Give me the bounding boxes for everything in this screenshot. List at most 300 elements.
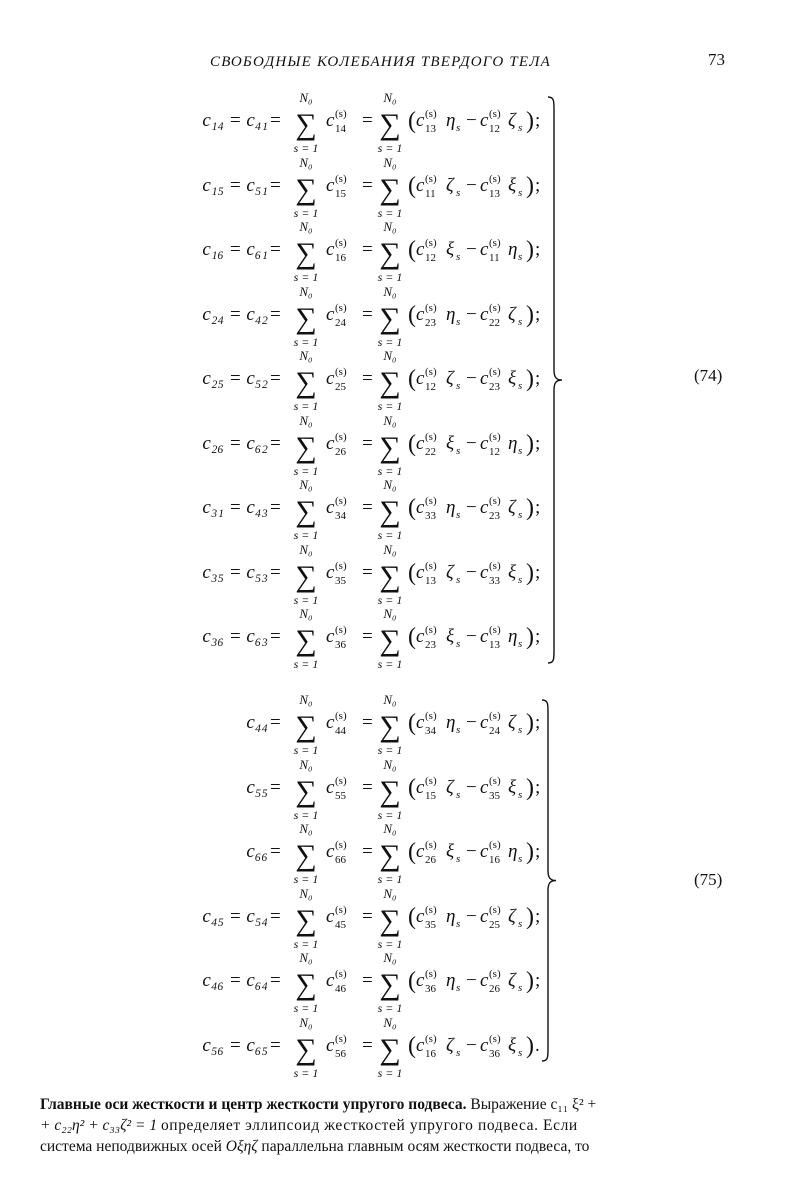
eq74-minus: −	[466, 626, 477, 647]
eq75-sum-1-sum-lower-limit: s = 1	[293, 872, 319, 886]
right-brace-75	[540, 698, 560, 1063]
eq74-term-b-sup: (s)	[489, 495, 501, 507]
eq75-sum-2-sum-upper-limit: N₀	[383, 821, 397, 836]
eq74-term-a-sup: (s)	[425, 430, 437, 443]
eq74-eq-sign-1: =	[270, 174, 281, 196]
eq75-eq-sign-1: =	[270, 841, 281, 862]
eq75-term-b-c: c	[480, 970, 489, 991]
eq75-term-a-sup: (s)	[425, 710, 437, 722]
eq74-sum-1-sum-upper-limit: N₀	[299, 541, 313, 557]
eq74-sum-2-sigma: ∑	[379, 237, 401, 270]
eq74-term-sub: 34	[335, 510, 346, 522]
eq74-eq-sign-2: =	[362, 497, 373, 518]
paragraph-line-3	[40, 1136, 726, 1157]
eq74-term-b-sup: (s)	[489, 559, 501, 572]
paragraph-line-1-rest: Выражение c₁₁ ξ² +	[470, 1096, 597, 1113]
eq74-eq-sign-1: =	[270, 497, 281, 518]
eq74-sum-2-sum-upper-limit: N₀	[383, 348, 397, 363]
eq74-term-sub: 25	[335, 381, 346, 393]
eq75-sum-1-sigma: ∑	[295, 710, 317, 743]
eq75-sum-1-sum-upper-limit: N₀	[299, 756, 313, 772]
eq75-var-a-sub: s	[456, 788, 461, 801]
eq74-eq-sign-1: =	[270, 368, 281, 389]
eq74-term-b-sup: (s)	[489, 366, 501, 378]
eq74-eq-sign-1: =	[270, 432, 281, 454]
eq75-term-sub: 45	[335, 918, 346, 931]
eq74-eq-sign-1: =	[270, 561, 281, 583]
eq75-lhs: c₄₄	[246, 712, 268, 733]
eq74-punct: ;	[535, 626, 541, 647]
eq74-row-formula	[0, 350, 797, 414]
eq75-minus: −	[466, 1034, 477, 1056]
eq75-eq-sign-1: =	[270, 1034, 281, 1056]
eq74-sum-2-sigma: ∑	[379, 301, 401, 335]
paragraph-line-2-text: определяет эллипсоид жесткостей упругого подвеса. Если	[160, 1117, 578, 1134]
eq74-term-b-c: c	[480, 239, 489, 260]
eq75-term-sup: (s)	[335, 903, 347, 916]
eq75-term-a-sub: 16	[425, 1047, 436, 1060]
eq74-sum-1-sum-upper-limit: N₀	[299, 219, 313, 234]
eq75-var-a-sub: s	[456, 724, 461, 736]
eq74-sum-1-sum-lower-limit: s = 1	[293, 141, 319, 155]
eq74-term-a-sub: 12	[425, 252, 436, 264]
eq74-sum-2-sum-lower-limit: s = 1	[377, 205, 403, 220]
eq74-term-sup: (s)	[335, 559, 347, 572]
eq75-sum-2-sigma: ∑	[379, 1032, 401, 1066]
eq74-term-b-sup: (s)	[489, 108, 501, 120]
eq74-sum-1-sigma: ∑	[295, 430, 317, 464]
eq75-sum-1-sigma: ∑	[295, 1032, 317, 1066]
eq75-term-sup: (s)	[335, 968, 347, 980]
eq75-sum-1-sum-lower-limit: s = 1	[293, 936, 319, 951]
eq74-lparen: (	[408, 172, 416, 199]
eq74-row	[0, 92, 797, 156]
eq74-row	[0, 412, 797, 479]
eq74-term-c: c	[326, 497, 335, 518]
eq74-punct: ;	[535, 110, 541, 131]
eq74-term-b-sub: 11	[489, 252, 500, 264]
eq74-row	[0, 221, 797, 285]
eq74-sum-2-sigma: ∑	[379, 172, 401, 206]
eq75-sum-1-sigma: ∑	[295, 774, 317, 808]
eq75-var-b: ζ	[508, 970, 516, 991]
eq75-term-sub: 46	[335, 983, 346, 995]
eq75-sum-1-sum-lower-limit: s = 1	[293, 1001, 319, 1015]
eq75-row-formula	[0, 885, 797, 952]
eq75-term-b-sup: (s)	[489, 1032, 501, 1045]
eq75-term-a-sup: (s)	[425, 1032, 437, 1045]
eq75-sum-2-sum-lower-limit: s = 1	[377, 1001, 403, 1015]
eq75-eq-sign-2: =	[362, 712, 373, 733]
eq74-var-a-sub: s	[456, 444, 461, 457]
eq74-term-a-sub: 33	[425, 510, 436, 522]
eq74-var-a: ζ	[446, 174, 454, 196]
paragraph-line-3-b: параллельна главным осям жесткости подвеса, то	[261, 1138, 590, 1155]
eq74-lhs: c₃₆ = c₆₃	[202, 626, 268, 647]
eq74-var-a: ξ	[446, 432, 455, 454]
eq74-term-sup: (s)	[335, 430, 347, 443]
eq74-lparen: (	[408, 366, 416, 392]
eq74-var-b: η	[508, 626, 518, 647]
eq74-sum-2-sum-upper-limit: N₀	[383, 477, 397, 492]
eq75-var-b: ξ	[508, 776, 517, 798]
eq74-sum-2-sum-lower-limit: s = 1	[377, 592, 403, 607]
eq75-row	[0, 823, 797, 887]
eq75-term-c: c	[326, 776, 335, 798]
eq74-term-b-sub: 33	[489, 574, 500, 587]
eq74-sum-2-sigma: ∑	[379, 430, 401, 464]
eq74-sum-1-sigma: ∑	[295, 172, 317, 206]
eq75-rparen: )	[526, 774, 534, 801]
eq75-term-a-c: c	[416, 841, 425, 862]
eq74-var-b-sub: s	[518, 380, 523, 392]
eq74-term-b-sup: (s)	[489, 172, 501, 185]
eq75-var-a: η	[446, 905, 456, 927]
eq74-lparen: (	[408, 559, 416, 586]
eq75-eq-sign-1: =	[270, 970, 281, 991]
eq75-eq-sign-1: =	[270, 776, 281, 798]
eq75-sum-1-sum-lower-limit: s = 1	[293, 1065, 319, 1080]
eq74-eq-sign-2: =	[362, 368, 373, 389]
eq74-term-sup: (s)	[335, 172, 347, 185]
eq74-term-a-sub: 23	[425, 316, 436, 329]
eq75-rparen: )	[526, 968, 534, 994]
eq74-var-b-sub: s	[518, 186, 523, 199]
eq74-term-sup: (s)	[335, 237, 347, 249]
eq74-minus: −	[466, 174, 477, 196]
eq75-term-a-c: c	[416, 776, 425, 798]
eq74-term-c: c	[326, 239, 335, 260]
eq74-rparen: )	[526, 495, 534, 521]
eq75-sum-2-sum-lower-limit: s = 1	[377, 807, 403, 822]
eq74-term-b-c: c	[480, 626, 489, 647]
eq75-lparen: (	[408, 839, 416, 865]
eq75-var-a: ζ	[446, 776, 454, 798]
eq74-term-sub: 14	[335, 123, 346, 135]
eq74-term-b-c: c	[480, 432, 489, 454]
equation-number-74: (74)	[694, 366, 723, 385]
eq74-rparen: )	[526, 559, 534, 586]
eq74-lparen: (	[408, 624, 416, 650]
eq75-term-b-c: c	[480, 712, 489, 733]
eq74-punct: ;	[535, 432, 541, 454]
eq75-row	[0, 756, 797, 823]
eq74-minus: −	[466, 497, 477, 518]
eq74-eq-sign-2: =	[362, 561, 373, 583]
eq74-row	[0, 283, 797, 350]
eq75-term-b-sup: (s)	[489, 968, 501, 980]
eq75-rparen: )	[526, 903, 534, 930]
eq74-lhs: c₂₆ = c₆₂	[202, 432, 268, 454]
eq74-punct: ;	[535, 174, 541, 196]
brace75-path	[542, 700, 556, 1061]
eq74-term-a-sup: (s)	[425, 301, 437, 314]
eq74-lhs: c₁₆ = c₆₁	[202, 239, 268, 260]
running-title: СВОБОДНЫЕ КОЛЕБАНИЯ ТВЕРДОГО ТЕЛА	[210, 54, 551, 70]
eq74-var-b-sub: s	[518, 638, 523, 650]
eq74-term-a-c: c	[416, 303, 425, 325]
eq74-sum-1-sigma: ∑	[295, 495, 317, 528]
eq74-lhs: c₂₄ = c₄₂	[202, 303, 268, 325]
eq74-term-a-sup: (s)	[425, 559, 437, 572]
eq75-var-a: ζ	[446, 1034, 454, 1056]
eq74-var-b: η	[508, 239, 518, 260]
eq74-term-b-sub: 13	[489, 639, 500, 651]
brace74-path	[548, 97, 562, 663]
eq75-term-b-sub: 36	[489, 1047, 500, 1060]
eq75-var-a-sub: s	[456, 853, 461, 865]
paragraph-heading: Главные оси жесткости и центр жесткости упругого подвеса.	[40, 1096, 467, 1113]
eq74-sum-2-sigma: ∑	[379, 366, 401, 399]
eq75-sum-1-sigma: ∑	[295, 968, 317, 1001]
eq75-term-a-c: c	[416, 970, 425, 991]
eq74-sum-2-sigma: ∑	[379, 495, 401, 528]
eq74-sum-2-sum-lower-limit: s = 1	[377, 141, 403, 155]
eq74-term-a-sub: 13	[425, 123, 436, 135]
eq74-var-b: ξ	[508, 368, 517, 389]
eq74-minus: −	[466, 239, 477, 260]
eq74-var-a-sub: s	[456, 638, 461, 650]
eq75-var-a: ξ	[446, 841, 455, 862]
eq75-var-b-sub: s	[518, 982, 523, 994]
eq75-term-sub: 55	[335, 789, 346, 802]
eq74-minus: −	[466, 432, 477, 454]
eq74-term-b-c: c	[480, 110, 489, 131]
eq74-var-a: ξ	[446, 626, 455, 647]
eq74-var-a: η	[446, 303, 456, 325]
eq74-sum-1-sigma: ∑	[295, 624, 317, 657]
eq74-term-b-sub: 22	[489, 316, 500, 329]
eq75-sum-2-sigma: ∑	[379, 968, 401, 1001]
eq75-term-sub: 56	[335, 1047, 346, 1060]
eq74-row-formula	[0, 154, 797, 221]
eq74-term-a-sup: (s)	[425, 624, 437, 636]
eq75-row-formula	[0, 823, 797, 887]
eq74-eq-sign-2: =	[362, 110, 373, 131]
eq74-sum-2-sum-upper-limit: N₀	[383, 283, 397, 299]
eq75-var-b: ζ	[508, 905, 516, 927]
eq74-punct: ;	[535, 497, 541, 518]
eq75-minus: −	[466, 970, 477, 991]
eq74-lhs: c₁₅ = c₅₁	[202, 174, 268, 196]
eq74-var-b: η	[508, 432, 518, 454]
eq75-sum-2-sigma: ∑	[379, 710, 401, 743]
eq74-term-b-sup: (s)	[489, 237, 501, 249]
eq74-sum-1-sum-upper-limit: N₀	[299, 477, 313, 492]
eq75-lparen: (	[408, 774, 416, 801]
eq74-punct: ;	[535, 368, 541, 389]
eq74-sum-2-sum-lower-limit: s = 1	[377, 270, 403, 284]
eq74-sum-2-sum-upper-limit: N₀	[383, 412, 397, 428]
eq75-punct: ;	[535, 712, 541, 733]
eq74-eq-sign-2: =	[362, 626, 373, 647]
eq74-eq-sign-2: =	[362, 432, 373, 454]
eq75-var-a-sub: s	[456, 982, 461, 994]
eq74-lparen: (	[408, 108, 416, 134]
eq75-var-b: ξ	[508, 1034, 517, 1056]
eq75-term-a-sub: 36	[425, 983, 436, 995]
eq75-lparen: (	[408, 1032, 416, 1059]
eq74-term-sub: 15	[335, 187, 346, 200]
eq75-eq-sign-1: =	[270, 905, 281, 927]
eq75-term-a-c: c	[416, 1034, 425, 1056]
eq75-term-a-sup: (s)	[425, 839, 437, 851]
eq74-term-c: c	[326, 368, 335, 389]
eq75-lparen: (	[408, 968, 416, 994]
eq75-sum-1-sigma: ∑	[295, 903, 317, 937]
eq74-row	[0, 154, 797, 221]
eq74-term-b-sub: 23	[489, 381, 500, 393]
eq75-punct: .	[535, 1034, 540, 1056]
eq74-lhs: c₃₅ = c₅₃	[202, 561, 268, 583]
eq74-term-a-sub: 12	[425, 381, 436, 393]
eq75-term-a-sub: 35	[425, 918, 436, 931]
eq74-lparen: (	[408, 237, 416, 263]
eq74-sum-2-sum-lower-limit: s = 1	[377, 657, 403, 671]
eq74-term-a-sub: 22	[425, 445, 436, 458]
eq75-term-c: c	[326, 905, 335, 927]
eq74-sum-1-sum-lower-limit: s = 1	[293, 205, 319, 220]
eq75-sum-1-sum-lower-limit: s = 1	[293, 743, 319, 757]
eq74-sum-1-sum-lower-limit: s = 1	[293, 657, 319, 671]
eq74-sum-2-sum-lower-limit: s = 1	[377, 334, 403, 349]
eq75-term-a-sub: 34	[425, 725, 436, 737]
eq75-term-a-sup: (s)	[425, 968, 437, 980]
eq74-sum-2-sum-lower-limit: s = 1	[377, 463, 403, 478]
eq75-term-b-sub: 24	[489, 725, 500, 737]
eq74-var-b-sub: s	[518, 509, 523, 521]
eq75-sum-2-sum-lower-limit: s = 1	[377, 1065, 403, 1080]
eq74-sum-1-sum-lower-limit: s = 1	[293, 463, 319, 478]
eq74-term-c: c	[326, 561, 335, 583]
eq74-term-a-c: c	[416, 239, 425, 260]
eq75-term-c: c	[326, 841, 335, 862]
eq74-lparen: (	[408, 301, 416, 328]
eq74-term-a-sup: (s)	[425, 495, 437, 507]
eq75-row	[0, 1014, 797, 1081]
eq75-punct: ;	[535, 970, 541, 991]
eq74-var-a: ξ	[446, 239, 455, 260]
eq74-var-a-sub: s	[456, 186, 461, 199]
eq75-term-sub: 66	[335, 854, 346, 866]
eq75-sum-1-sum-upper-limit: N₀	[299, 692, 313, 707]
eq74-rparen: )	[526, 237, 534, 263]
eq74-term-a-sup: (s)	[425, 172, 437, 185]
eq74-var-a: ζ	[446, 561, 454, 583]
equation-number-75: (75)	[694, 870, 723, 889]
eq75-eq-sign-2: =	[362, 905, 373, 927]
eq74-lparen: (	[408, 495, 416, 521]
eq75-var-b-sub: s	[518, 917, 523, 930]
eq74-term-sup: (s)	[335, 301, 347, 314]
eq75-punct: ;	[535, 905, 541, 927]
eq74-sum-2-sum-lower-limit: s = 1	[377, 399, 403, 413]
eq74-term-b-sup: (s)	[489, 301, 501, 314]
eq75-term-b-sub: 35	[489, 789, 500, 802]
eq75-rparen: )	[526, 710, 534, 736]
eq74-sum-1-sum-upper-limit: N₀	[299, 606, 313, 621]
eq74-eq-sign-2: =	[362, 239, 373, 260]
eq75-var-a-sub: s	[456, 917, 461, 930]
eq75-sum-2-sum-upper-limit: N₀	[383, 885, 397, 901]
eq74-term-b-c: c	[480, 174, 489, 196]
eq74-sum-1-sigma: ∑	[295, 237, 317, 270]
eq74-sum-2-sum-upper-limit: N₀	[383, 219, 397, 234]
eq74-term-c: c	[326, 432, 335, 454]
eq75-row-formula	[0, 1014, 797, 1081]
eq74-punct: ;	[535, 561, 541, 583]
eq75-var-a: η	[446, 712, 456, 733]
eq74-sum-2-sum-upper-limit: N₀	[383, 154, 397, 170]
eq75-sum-2-sum-upper-limit: N₀	[383, 692, 397, 707]
eq74-eq-sign-1: =	[270, 110, 281, 131]
eq74-sum-1-sum-lower-limit: s = 1	[293, 270, 319, 284]
eq74-sum-2-sigma: ∑	[379, 108, 401, 141]
paragraph-line-2	[40, 1115, 726, 1136]
eq74-var-b-sub: s	[518, 573, 523, 586]
eq74-var-a-sub: s	[456, 573, 461, 586]
eq74-term-a-c: c	[416, 561, 425, 583]
eq74-var-a-sub: s	[456, 251, 461, 263]
eq74-term-a-sup: (s)	[425, 366, 437, 378]
eq74-term-sub: 24	[335, 316, 346, 329]
eq75-minus: −	[466, 905, 477, 927]
paragraph-line-1	[40, 1094, 726, 1115]
eq74-var-a: η	[446, 110, 456, 131]
eq74-term-b-sub: 12	[489, 445, 500, 458]
eq75-sum-2-sigma: ∑	[379, 839, 401, 872]
eq74-term-sub: 26	[335, 445, 346, 458]
eq74-rparen: )	[526, 430, 534, 457]
eq74-sum-1-sum-lower-limit: s = 1	[293, 528, 319, 542]
eq75-var-a-sub: s	[456, 1046, 461, 1059]
eq74-lhs: c₂₅ = c₅₂	[202, 368, 268, 389]
eq74-row	[0, 541, 797, 608]
eq74-minus: −	[466, 561, 477, 583]
eq74-var-a-sub: s	[456, 380, 461, 392]
eq74-row	[0, 479, 797, 543]
eq74-term-b-sub: 13	[489, 187, 500, 200]
eq74-var-b: ζ	[508, 110, 516, 131]
eq74-row-formula	[0, 412, 797, 479]
eq75-row	[0, 952, 797, 1016]
paragraph-line-3-a: система неподвижных осей	[40, 1138, 222, 1155]
eq74-term-sub: 35	[335, 574, 346, 587]
eq74-term-sup: (s)	[335, 108, 347, 120]
eq74-rparen: )	[526, 108, 534, 134]
eq75-term-b-sup: (s)	[489, 774, 501, 787]
eq75-term-sup: (s)	[335, 774, 347, 787]
eq75-term-a-sup: (s)	[425, 903, 437, 916]
eq75-term-a-sub: 26	[425, 854, 436, 866]
eq75-eq-sign-2: =	[362, 776, 373, 798]
eq75-minus: −	[466, 841, 477, 862]
eq75-minus: −	[466, 776, 477, 798]
eq75-var-b: ζ	[508, 712, 516, 733]
eq74-row-formula	[0, 221, 797, 285]
eq74-minus: −	[466, 368, 477, 389]
eq75-row-formula	[0, 756, 797, 823]
eq75-punct: ;	[535, 776, 541, 798]
eq74-term-sub: 36	[335, 639, 346, 651]
eq74-term-a-sup: (s)	[425, 108, 437, 120]
eq74-term-a-sub: 23	[425, 639, 436, 651]
eq74-sum-1-sum-lower-limit: s = 1	[293, 399, 319, 413]
eq74-row-formula	[0, 92, 797, 156]
eq75-term-a-c: c	[416, 712, 425, 733]
eq74-sum-2-sum-lower-limit: s = 1	[377, 528, 403, 542]
eq74-term-b-c: c	[480, 303, 489, 325]
